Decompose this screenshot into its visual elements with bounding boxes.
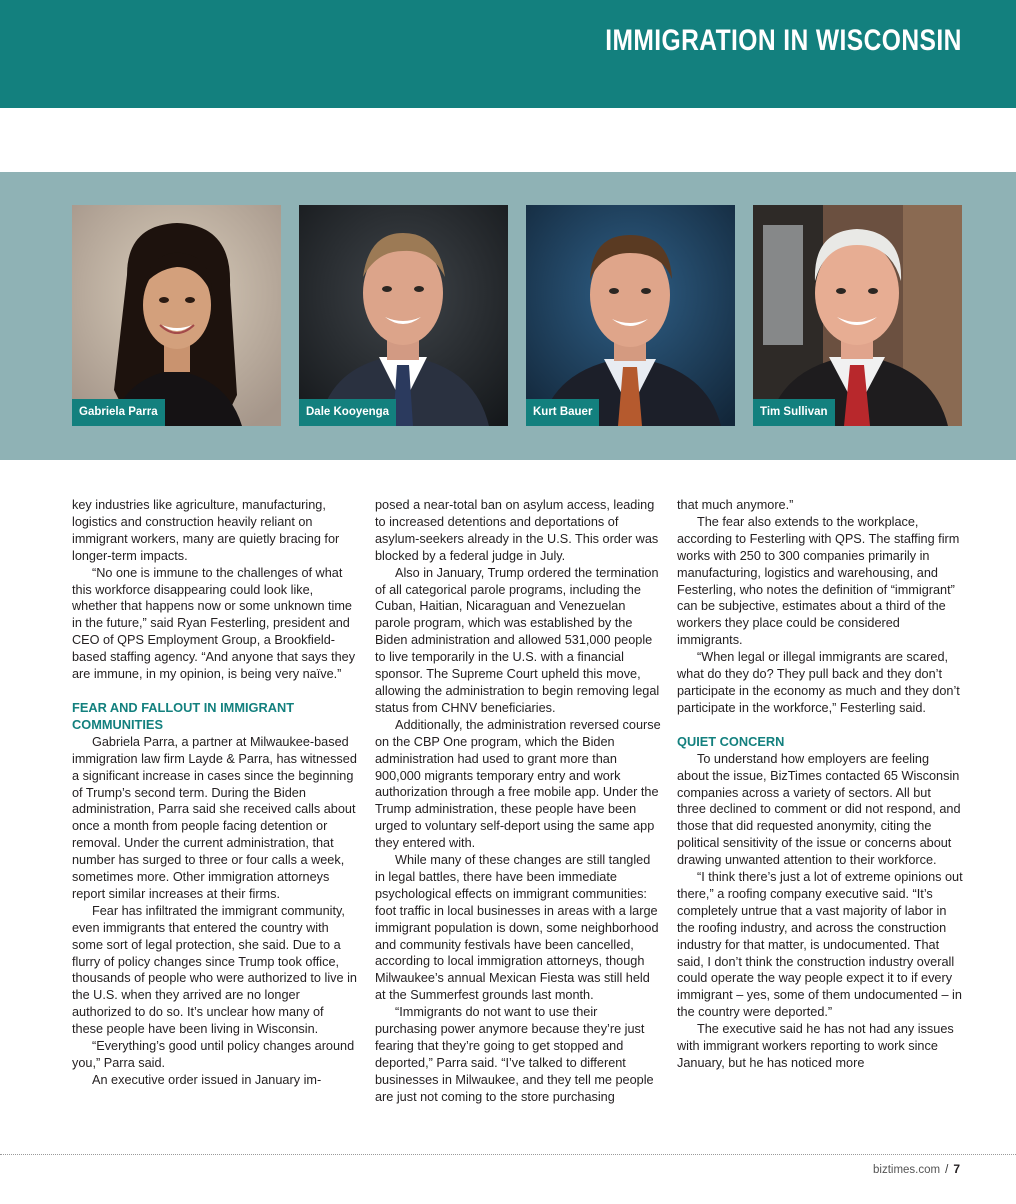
portrait-caption: Gabriela Parra <box>72 399 165 426</box>
paragraph: Fear has infiltrated the immigrant community, even immigrants that entered the country with some sort of legal protection, she said. Due to a flurry of policy changes since Trump took office, thousands of people who were authorized to live in the U.S. when they arrived are no longer authorized to do so. It’s unclear how many of these people have been living in Wisconsin. <box>72 903 357 1037</box>
top-banner <box>0 0 1016 108</box>
paragraph: posed a near-total ban on asylum access, leading to increased detentions and deportations of asylum-seekers already in the U.S. This order was blocked by a federal judge in July. <box>375 498 659 563</box>
portrait-kurt-bauer <box>526 205 735 426</box>
portrait-caption: Tim Sullivan <box>753 399 835 426</box>
article-column-1 <box>72 497 358 1089</box>
paragraph: To understand how employers are feeling about the issue, BizTimes contacted 65 Wisconsin companies across a variety of sectors. All but three declined to comment or did not respond, and those that did requested anonymity, citing the political sensitivity of the issue or concerns about drawing unwanted attention to their workforce. <box>677 751 961 868</box>
article-column-3 <box>677 497 963 1072</box>
paragraph: Also in January, Trump ordered the termination of all categorical parole programs, including the Cuban, Haitian, Nicaraguan and Venezuelan parole program, which was established by the Biden administration and allowed 531,000 people to live temporarily in the U.S. with a financial sponsor. The Supreme Court upheld this move, allowing the administration to begin removing legal status from CHNV beneficiaries. <box>375 565 660 715</box>
portrait-photo <box>299 205 508 426</box>
portrait-photo <box>526 205 735 426</box>
footer-rule <box>0 1154 1016 1155</box>
page-footer <box>873 1162 960 1176</box>
portrait-dale-kooyenga <box>299 205 508 426</box>
portrait-photo <box>753 205 962 426</box>
portrait-tim-sullivan <box>753 205 962 426</box>
paragraph: While many of these changes are still tangled in legal battles, there have been immediate psychological effects on immigrant communities: foot traffic in local businesses in areas with a large immigrant population is down, some neighborhood and community festivals have been cancelled, according to local immigration attorneys, though Milwaukee’s annual Mexican Fiesta was still held at the Summerfest grounds last month. <box>375 853 659 1003</box>
portrait-gabriela-parra <box>72 205 281 426</box>
paragraph: The executive said he has not had any issues with immigrant workers reporting to work since January, but he has noticed more <box>677 1022 954 1070</box>
paragraph: “Everything’s good until policy changes around you,” Parra said. <box>72 1039 355 1070</box>
page-number: 7 <box>953 1162 960 1176</box>
article-column-2 <box>375 497 661 1106</box>
paragraph: The fear also extends to the workplace, according to Festerling with QPS. The staffing firm works with 250 to 300 companies primarily in manufacturing, logistics and warehousing, and Festerling, who notes the definition of “immigrant” can be subjective, estimates about a third of the workers they place could be considered immigrants. <box>677 514 960 648</box>
paragraph: “Immigrants do not want to use their purchasing power anymore because they’re just fearing that they’re going to get stopped and deported,” Parra said. “I’ve talked to different businesses in Milwaukee, and they tell me people are just not coming to the store purchasing <box>375 1005 654 1104</box>
footer-separator: / <box>945 1164 949 1176</box>
section-title: IMMIGRATION IN WISCONSIN <box>605 24 962 57</box>
footer-site: biztimes.com <box>873 1164 941 1176</box>
paragraph: “No one is immune to the challenges of what this workforce disappearing could look like, whether that happens now or some unknown time in the future,” said Ryan Festerling, president and CEO of QPS Employment Group, a Brookfield-based staffing agency. “And anyone that says they are immune, in my opinion, is being very naïve.” <box>72 565 356 682</box>
paragraph: key industries like agriculture, manufacturing, logistics and construction heavily reliant on immigrant workers, many are quietly bracing for longer-term impacts. <box>72 498 340 563</box>
section-heading: QUIET CONCERN <box>677 733 785 749</box>
paragraph: “When legal or illegal immigrants are scared, what do they do? They pull back and they don’t participate in the economy as much and they don’t participate in the workforce,” Festerling said. <box>677 650 960 715</box>
section-heading: FEAR AND FALLOUT IN IMMIGRANT COMMUNITIES <box>72 699 295 732</box>
paragraph: Gabriela Parra, a partner at Milwaukee-based immigration law firm Layde & Parra, has witnessed a significant increase in cases since the beginning of Trump’s second term. During the Biden administration, Parra said she received calls about once a month from people facing detention or removal. Under the current administration, that number has surged to three or four calls a week, sometimes more. Other immigration attorneys report similar increases at their firms. <box>72 734 357 901</box>
paragraph: that much anymore.” <box>677 498 794 512</box>
paragraph: Additionally, the administration reversed course on the CBP One program, which the Biden administration had used to grant more than 900,000 migrants temporary entry and work authorization through a free mobile app. Under the Trump administration, these people have been urged to voluntary self-deport using the same app they entered with. <box>375 717 661 851</box>
portrait-caption: Kurt Bauer <box>526 399 599 426</box>
paragraph: “I think there’s just a lot of extreme opinions out there,” a roofing company executive said. “It’s completely untrue that a vast majority of labor in the roofing industry, and across the construction industry for that matter, is undocumented. That said, I don’t think the construction industry overall could operate the way people expect it to if every immigrant – yes, some of them undocumented – in the country were deported.” <box>677 870 963 1020</box>
portrait-photo <box>72 205 281 426</box>
paragraph: An executive order issued in January im- <box>92 1072 322 1087</box>
portrait-caption: Dale Kooyenga <box>299 399 396 426</box>
